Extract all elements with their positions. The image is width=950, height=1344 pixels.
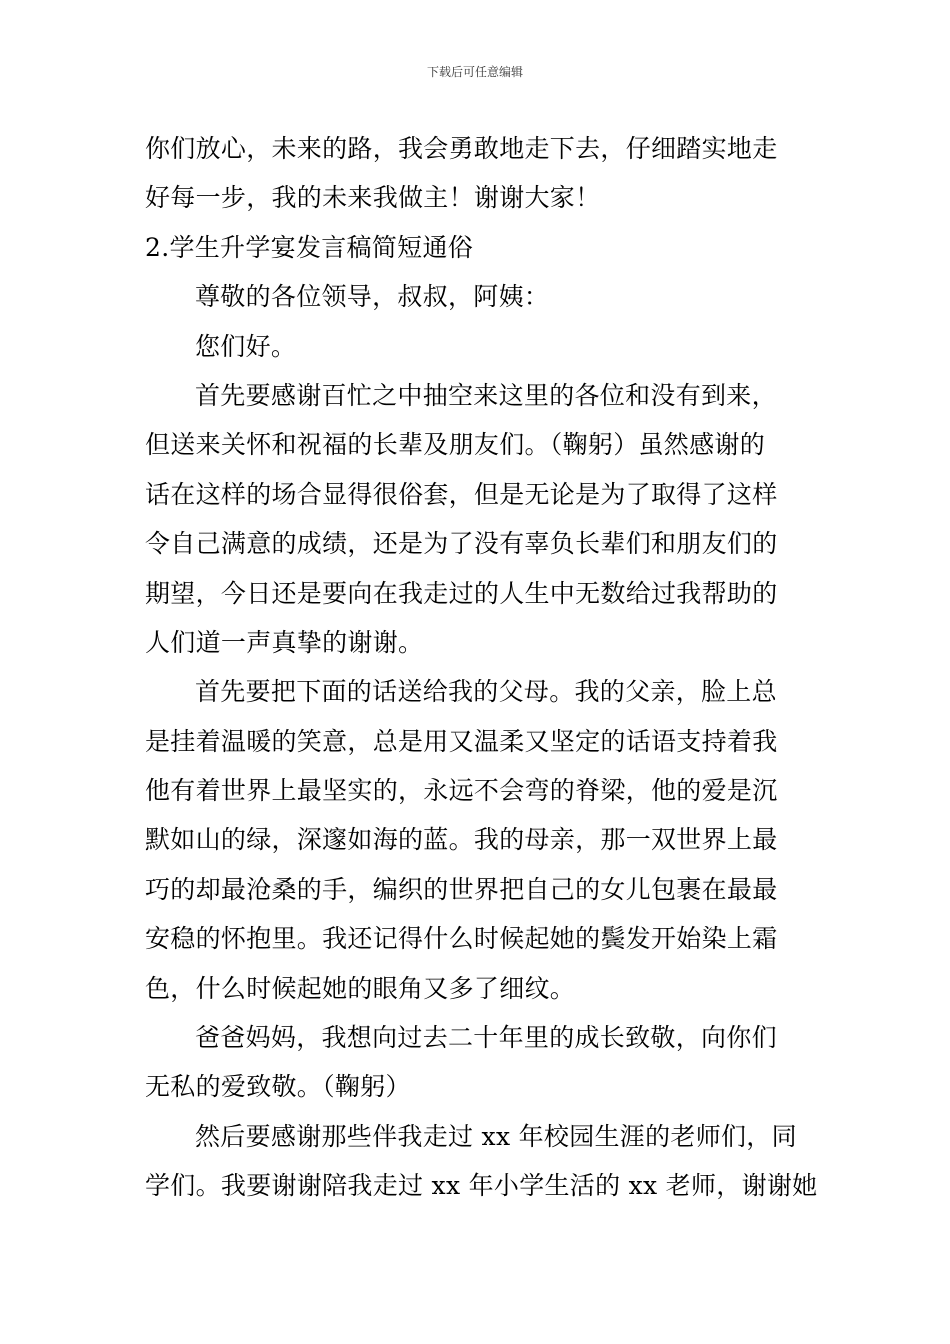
text-line: 期望，今日还是要向在我走过的人生中无数给过我帮助的 bbox=[145, 578, 778, 608]
text-line: 默如山的绿，深邃如海的蓝。我的母亲，那一双世界上最 bbox=[145, 825, 778, 855]
text-line: 安稳的怀抱里。我还记得什么时候起她的鬓发开始染上霜 bbox=[145, 924, 778, 954]
text-line: 首先要把下面的话送给我的父母。我的父亲，脸上总 bbox=[195, 677, 777, 707]
section-heading: 2.学生升学宴发言稿简短通俗 bbox=[145, 232, 474, 262]
document-body bbox=[145, 124, 818, 1211]
text-line: 你们放心，未来的路，我会勇敢地走下去，仔细踏实地走 bbox=[145, 134, 778, 163]
text-line: 首先要感谢百忙之中抽空来这里的各位和没有到来， bbox=[195, 380, 777, 410]
text-line: 好每一步，我的未来我做主！谢谢大家！ bbox=[145, 183, 601, 213]
text-line: 话在这样的场合显得很俗套，但是无论是为了取得了这样 bbox=[145, 479, 778, 509]
text-line: 学们。我要谢谢陪我走过 xx 年小学生活的 xx 老师，谢谢她 bbox=[145, 1171, 818, 1201]
text-line: 是挂着温暖的笑意，总是用又温柔又坚定的话语支持着我 bbox=[145, 726, 778, 756]
text-line: 人们道一声真挚的谢谢。 bbox=[145, 627, 424, 657]
page-header-note: 下载后可任意编辑 bbox=[426, 65, 523, 79]
text-line: 无私的爱致敬。（鞠躬） bbox=[145, 1072, 411, 1102]
greeting: 您们好。 bbox=[195, 331, 297, 361]
salutation: 尊敬的各位领导，叔叔，阿姨： bbox=[195, 282, 550, 312]
text-line: 爸爸妈妈，我想向过去二十年里的成长致敬，向你们 bbox=[195, 1023, 777, 1053]
text-line: 巧的却最沧桑的手，编织的世界把自己的女儿包裹在最最 bbox=[145, 874, 778, 904]
text-line: 他有着世界上最坚实的，永远不会弯的脊梁，他的爱是沉 bbox=[145, 776, 778, 806]
text-line: 但送来关怀和祝福的长辈及朋友们。（鞠躬）虽然感谢的 bbox=[145, 430, 766, 460]
text-line: 色，什么时候起她的眼角又多了细纹。 bbox=[145, 973, 576, 1003]
text-line: 然后要感谢那些伴我走过 xx 年校园生涯的老师们，同 bbox=[195, 1121, 797, 1151]
text-line: 令自己满意的成绩，还是为了没有辜负长辈们和朋友们的 bbox=[145, 529, 778, 559]
